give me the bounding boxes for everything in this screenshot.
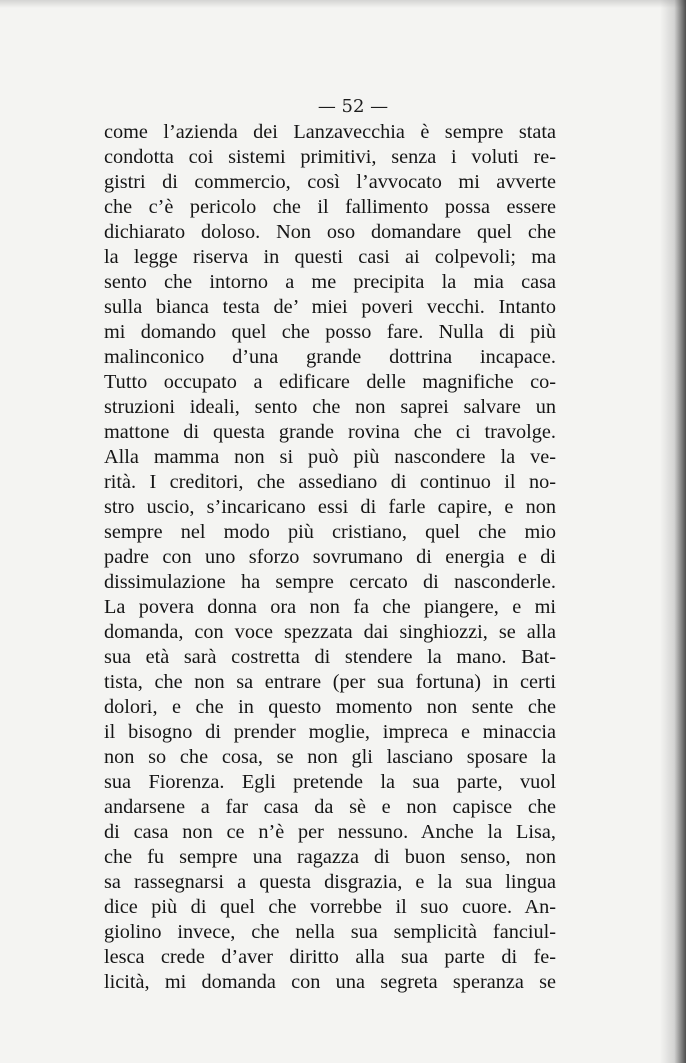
text-line: dichiarato doloso. Non oso domandare quel che <box>104 221 556 243</box>
text-line: come l’azienda dei Lanzavecchia è sempre stata <box>104 121 556 143</box>
page-top-edge <box>0 0 686 8</box>
text-line: sulla bianca testa de’ miei poveri vecchi. Intanto <box>104 296 556 318</box>
text-line: sempre nel modo più cristiano, quel che mio <box>104 521 556 543</box>
spine-shadow <box>660 0 686 1063</box>
text-line: gistri di commercio, così l’avvocato mi avverte <box>104 171 556 193</box>
text-line: sua età sarà costretta di stendere la mano. Bat- <box>104 646 556 668</box>
page-number: — 52 — <box>317 96 389 117</box>
text-line: domanda, con voce spezzata dai singhiozzi, se alla <box>104 621 556 643</box>
text-line: struzioni ideali, sento che non saprei salvare un <box>104 396 556 418</box>
text-line: mattone di questa grande rovina che ci travolge. <box>104 421 556 443</box>
text-line: sua Fiorenza. Egli pretende la sua parte, vuol <box>104 771 556 793</box>
body-text <box>104 120 556 995</box>
text-line: dice più di quel che vorrebbe il suo cuore. An- <box>104 896 556 918</box>
text-line: andarsene a far casa da sè e non capisce che <box>104 796 556 818</box>
text-line: giolino invece, che nella sua semplicità fanciul- <box>104 921 556 943</box>
text-line: sa rassegnarsi a questa disgrazia, e la sua lingua <box>104 871 556 893</box>
text-line: sento che intorno a me precipita la mia casa <box>104 271 556 293</box>
text-line: Tutto occupato a edificare delle magnifiche co- <box>104 371 556 393</box>
text-line: il bisogno di prender moglie, impreca e minaccia <box>104 721 556 743</box>
text-line: malinconico d’una grande dottrina incapace. <box>104 346 556 368</box>
text-line: La povera donna ora non fa che piangere, e mi <box>104 596 556 618</box>
text-line: condotta coi sistemi primitivi, senza i voluti re- <box>104 146 556 168</box>
text-line: mi domando quel che posso fare. Nulla di più <box>104 321 556 343</box>
text-line: dissimulazione ha sempre cercato di nasconderle. <box>104 571 556 593</box>
text-line: dolori, e che in questo momento non sente che <box>104 696 556 718</box>
text-line: Alla mamma non si può più nascondere la ve- <box>104 446 556 468</box>
text-line: padre con uno sforzo sovrumano di energia e di <box>104 546 556 568</box>
text-line: stro uscio, s’incaricano essi di farle capire, e non <box>104 496 556 518</box>
text-line: che c’è pericolo che il fallimento possa essere <box>104 196 556 218</box>
text-line: licità, mi domanda con una segreta speranza se <box>104 971 556 993</box>
text-line: rità. I creditori, che assediano di continuo il no- <box>104 471 556 493</box>
text-line: che fu sempre una ragazza di buon senso, non <box>104 846 556 868</box>
text-line: non so che cosa, se non gli lasciano sposare la <box>104 746 556 768</box>
text-line: lesca crede d’aver diritto alla sua parte di fe- <box>104 946 556 968</box>
text-line: di casa non ce n’è per nessuno. Anche la Lisa, <box>104 821 556 843</box>
text-line: tista, che non sa entrare (per sua fortuna) in certi <box>104 671 556 693</box>
text-line: la legge riserva in questi casi ai colpevoli; ma <box>104 246 556 268</box>
